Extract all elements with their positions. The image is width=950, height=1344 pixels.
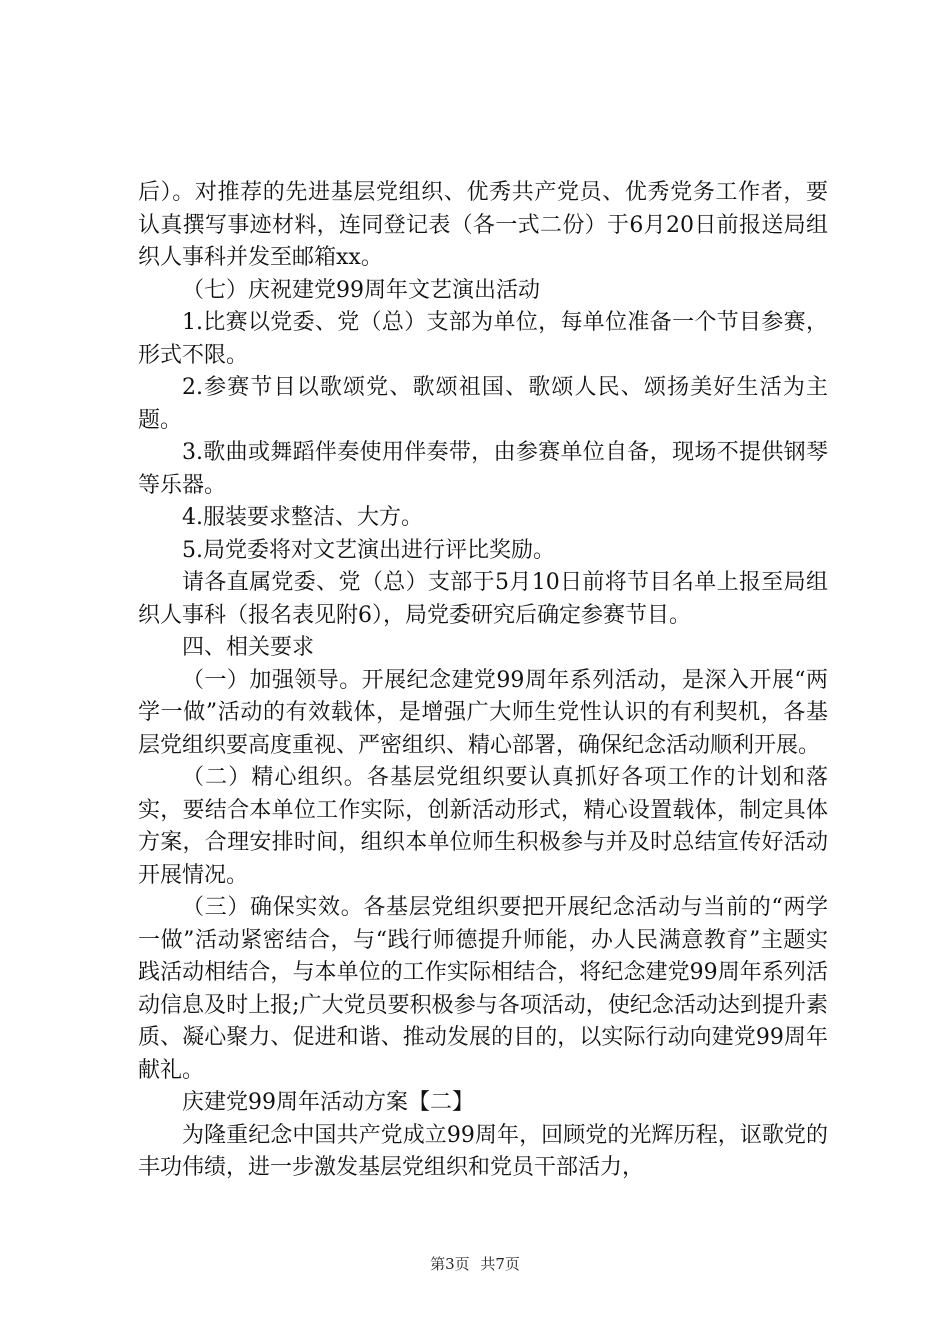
submission-paragraph: 请各直属党委、党（总）支部于5月10日前将节目名单上报至局组织人事科（报名表见附6），局党委研究后确定参赛节目。 bbox=[138, 570, 828, 628]
section-heading-performance: （七）庆祝建党99周年文艺演出活动 bbox=[182, 277, 540, 303]
page-footer bbox=[0, 1254, 950, 1274]
plan-two-intro: 为隆重纪念中国共产党成立99周年，回顾党的光辉历程，讴歌党的丰功伟绩，进一步激发基层党组织和党员干部活力， bbox=[138, 1122, 828, 1180]
list-item-5: 5.局党委将对文艺演出进行评比奖励。 bbox=[182, 537, 555, 563]
page-number: 第3页 bbox=[430, 1255, 470, 1273]
requirement-effectiveness: （三）确保实效。各基层党组织要把开展纪念活动与当前的“两学一做”活动紧密结合，与“践行师德提升师能，办人民满意教育”主题实践活动相结合，与本单位的工作实际相结合，将纪念建党99周年系列活动信息及时上报;广大党员要积极参与各项活动，使纪念活动达到提升素质、凝心聚力、促进和谐、推动发展的目的，以实际行动向建党99周年献礼。 bbox=[138, 895, 828, 1083]
plan-two-heading: 庆建党99周年活动方案【二】 bbox=[182, 1090, 474, 1115]
list-item-3: 3.歌曲或舞蹈伴奏使用伴奏带，由参赛单位自备，现场不提供钢琴等乐器。 bbox=[138, 440, 828, 498]
page-total: 共7页 bbox=[480, 1255, 520, 1273]
paragraph-continuation: 后）。对推荐的先进基层党组织、优秀共产党员、优秀党务工作者，要认真撰写事迹材料，连同登记表（各一式二份）于6月20日前报送局组织人事科并发至邮箱xx。 bbox=[138, 180, 828, 270]
section-heading-requirements: 四、相关要求 bbox=[182, 635, 315, 660]
requirement-leadership: （一）加强领导。开展纪念建党99周年系列活动，是深入开展“两学一做”活动的有效载体，是增强广大师生党性认识的有利契机，各基层党组织要高度重视、严密组织、精心部署，确保纪念活动顺利开展。 bbox=[138, 667, 828, 758]
list-item-4: 4.服装要求整洁、大方。 bbox=[182, 505, 423, 530]
requirement-organization: （二）精心组织。各基层党组织要认真抓好各项工作的计划和落实，要结合本单位工作实际，创新活动形式，精心设置载体，制定具体方案，合理安排时间，组织本单位师生积极参与并及时总结宣传好活动开展情况。 bbox=[138, 765, 828, 888]
list-item-2: 2.参赛节目以歌颂党、歌颂祖国、歌颂人民、颂扬美好生活为主题。 bbox=[138, 375, 828, 433]
document-body bbox=[138, 177, 828, 1185]
list-item-1: 1.比赛以党委、党（总）支部为单位，每单位准备一个节目参赛，形式不限。 bbox=[138, 310, 828, 368]
